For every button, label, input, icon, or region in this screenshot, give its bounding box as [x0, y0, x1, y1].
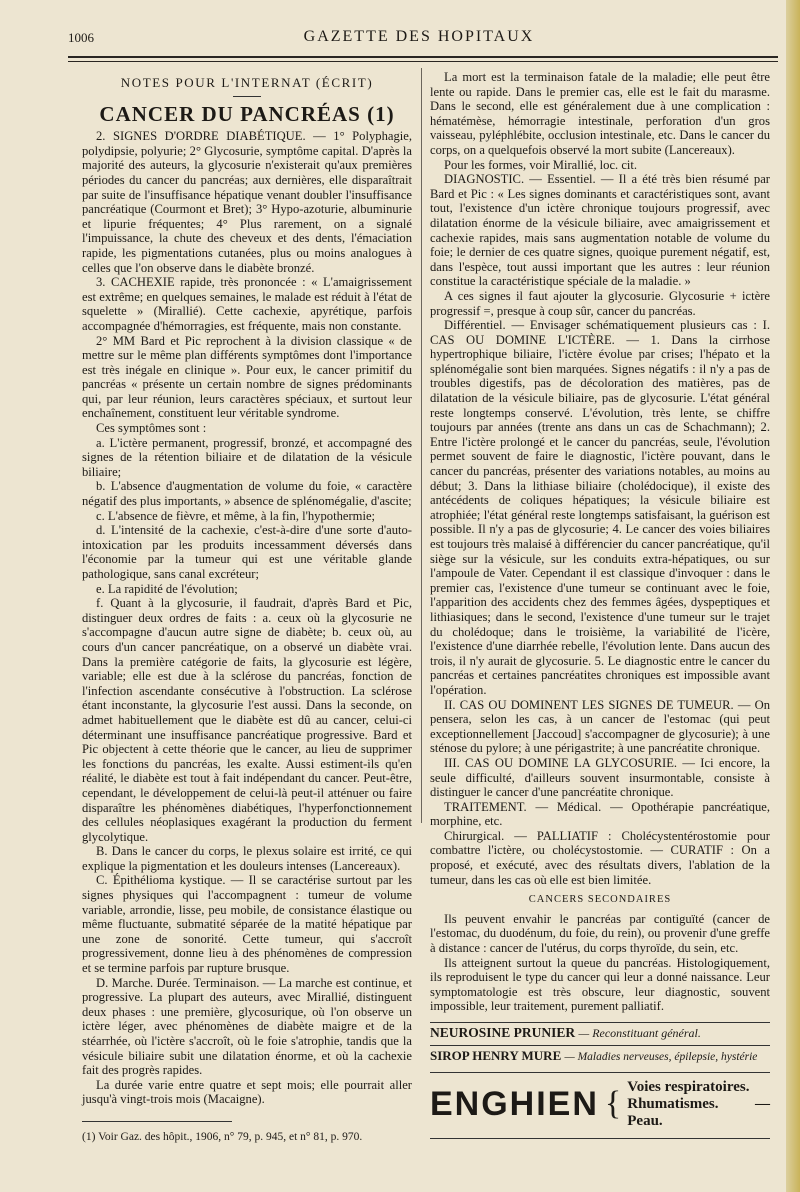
paragraph: Ces symptômes sont :	[96, 421, 207, 436]
paragraph: TRAITEMENT. — Médical. — Opothérapie pancréatique, morphine, etc.	[430, 799, 770, 829]
column-divider	[421, 68, 422, 823]
ad-neurosine	[430, 1026, 770, 1041]
header-rule	[68, 56, 778, 58]
page-number: 1006	[68, 30, 94, 45]
page-header	[68, 26, 770, 50]
ad-neurosine-tagline: — Reconstituant général.	[578, 1026, 701, 1040]
footnote-rule	[82, 1121, 232, 1122]
paragraph: A ces signes il faut ajouter la glycosurie. Glycosurie + ictère progressif =, presque à coup sûr, cancer du pancréas.	[430, 288, 770, 318]
page-edge	[786, 0, 800, 1192]
paragraph: c. L'absence de fièvre, et même, à la fin, l'hypothermie;	[96, 508, 376, 523]
header-rule-thin	[68, 61, 778, 62]
ad-enghien-line: Voies respiratoires.	[627, 1079, 750, 1096]
end-rule	[430, 1138, 770, 1139]
paragraph: d. L'intensité de la cachexie, c'est-à-dire d'une sorte d'auto-intoxication par les produits incessamment déversés dans l'économie par la tumeur qui est une véritable glande pathologique, sans canal excréteur;	[82, 523, 412, 581]
paragraph: f. Quant à la glycosurie, il faudrait, d'après Bard et Pic, distinguer deux ordres de faits : a. ceux où la glycosurie ne s'accompagne d'aucun autre signe de diabète; b. ceux où, au cours d'un cancer pancréatique, on a observé un diabète vrai. Dans la première catégorie de faits, la glycosurie est légère, variable; elle est due à la sclérose du pancréas, fonction de l'infection ascendante consécutive à l'obstruction. La sclérose étant inconstante, la glycosurie l'est aussi. Dans la seconde, on admet habituellement que le diabète est dû au cancer, celui-ci déterminant une insuffisance pancréatique progressive. Bard et Pic objectent à cette théorie que le cancer, au lieu de supprimer les fonctions du pancréas, les exalte. Aussi estiment-ils qu'en réalité, le diabète est tout à fait indépendant du cancer. Peut-être, cependant, le développement de celui-là peut-il atténuer ou faire disparaître les phénomènes diabétiques, l'hyperfonctionnement des cellules néoplasiques exagérant la production du ferment glycolytique.	[82, 596, 412, 844]
right-column	[430, 70, 770, 1192]
ad-enghien-line: Rhumatismes. — Peau.	[627, 1096, 770, 1130]
paragraph: 2. SIGNES D'ORDRE DIABÉTIQUE. — 1° Polyphagie, polydipsie, polyurie; 2° Glycosurie, symptôme capital. D'après la majorité des auteurs, la glycosurie n'existerait qu'aux premières périodes du cancer du pancréas; aux dernières, elle disparaîtrait par suite de l'insuffisance hépatique venant doubler l'insuffisance pancréatique (Courmont et Bret); 3° Hypo-azoturie, albuminurie et lipurie fréquentes; 4° Plus rarement, on a signalé l'impuissance, la chute des cheveux et des dents, l'émaciation rapide, les pigmentations cutanées, plus ou moins analogues à celles que l'on observe dans le diabète bronzé.	[82, 129, 412, 275]
paragraph: Chirurgical. — PALLIATIF : Cholécystentérostomie pour combattre l'ictère, ou cholécystostomie. — CURATIF : On a proposé, et exécuté, avec des résultats divers, l'ablation de la tumeur, dans les cas où elle est bien limitée.	[430, 828, 770, 887]
paragraph: D. Marche. Durée. Terminaison. — La marche est continue, et progressive. La plupart des auteurs, avec Mirallié, distinguent deux phases : une première, glycosurique, où l'on observe un ictère léger, avec phénomènes de diabète maigre et de la stéarrhée, où l'ictère s'accroît, où le foie s'atrophie, tandis que la vésicule biliaire subit une dilatation énorme, et où la cachexie fait des progrès rapides.	[82, 975, 412, 1078]
paragraph: II. CAS OU DOMINENT LES SIGNES DE TUMEUR. — On pensera, selon les cas, à un cancer de l'estomac (qui peut exceptionnellement [Jaccoud] s'accompagner de glycosurie); à une sténose du pylore; à une périgastrite; à une pancréatite chronique.	[430, 697, 770, 756]
paragraph: Différentiel. — Envisager schématiquement plusieurs cas : I. CAS OU DOMINE L'ICTÈRE. — 1. Dans la cirrhose hypertrophique biliaire, l'ictère évolue par crises; l'hépato et la splénomégalie sont bien marquées. Signes négatifs : il n'y a pas de troubles digestifs, pas de décoloration des matières, pas de dilatation de la vésicule biliaire, pas de glycosurie. L'état général reste longtemps conservé. L'évolution, très lente, se chiffre toujours par années (trente ans dans un cas de Schachmann); 2. Entre l'ictère prolongé et le cancer du pancréas, seule, l'évolution permet souvent de faire le diagnostic, l'ictère pouvant, dans le cancer du pancréas, présenter des variations notables, au moins au début; 3. Dans la lithiase biliaire (cholédocique), il existe des antécédents de coliques hépatiques; la vésicule biliaire est atrophiée; l'état général reste longtemps satisfaisant, la guérison est possible. Il n'y a pas de glycosurie; 4. Le cancer des voies biliaires est toujours très malaisé à différencier du cancer pancréatique, qu'il siège sur la vésicule, sur les conduits extra-hépatiques, ou sur l'ampoule de Vater. Cependant il est classique d'invoquer : dans le premier cas, l'existence d'une tumeur se continuant avec le foie, l'apparition des accidents chez des femmes âgées, dyspeptiques et lithiasiques; dans le second, l'existence d'une tumeur sur le trajet du cholédoque; dans le troisième, la variabilité de l'icère, l'existence d'une diarrhée rebelle, l'évolution lente. Dans aucun des trois, il n'y aurait de glycosurie. 5. Le diagnostic entre le cancer du pancréas et certaines pancréatites chroniques est impossible avant l'opération.	[430, 318, 770, 697]
ad-sirop-name: SIROP HENRY MURE	[430, 1047, 562, 1063]
paragraph: B. Dans le cancer du corps, le plexus solaire est irrité, ce qui explique la pigmentation et les douleurs intenses (Lancereaux).	[82, 844, 412, 873]
paragraph: Ils atteignent surtout la queue du pancréas. Histologiquement, ils reproduisent le type du cancer qui leur a donné naissance. Leur symptomatologie est très obscure, leur diagnostic, souvent impossible, leur traitement, purement palliatif.	[430, 955, 770, 1014]
advertisement-block	[430, 1022, 770, 1139]
ad-sirop-tagline: — Maladies nerveuses, épilepsie, hystérie	[564, 1050, 758, 1063]
paragraph: III. CAS OU DOMINE LA GLYCOSURIE. — Ici encore, la seule difficulté, d'ailleurs souvent insurmontable, consiste à distinguer le cancer d'une pancréatite chronique.	[430, 755, 770, 800]
paragraph: La mort est la terminaison fatale de la maladie; elle peut être lente ou rapide. Dans le premier cas, elle est le fait du marasme. Dans le second, elle est généralement due à une complication : hématémèse, hémorragie intestinale, perforation d'un gros vaisseau, pyléphlébite, occlusion intestinale, etc. Dans le cancer du corps, on a quelquefois observé la mort subite (Lancereaux).	[430, 70, 770, 157]
brace-icon: {	[604, 1085, 622, 1123]
ad-enghien-lines	[627, 1079, 770, 1130]
paragraph: 2° MM Bard et Pic reprochent à la division classique « de mettre sur le même plan différents symptômes dont l'importance est très inégale en clinique ». Pour eux, le cancer primitif du pancréas « présente un certain nombre de signes prédominants qui, par leur réunion, leurs caractères spéciaux, et surtout leur enchaînement, constituent leur véritable syndrome.	[82, 333, 412, 421]
paragraph: e. La rapidité de l'évolution;	[96, 581, 238, 596]
subheading: CANCERS SECONDAIRES	[528, 894, 672, 906]
ad-neurosine-name: NEUROSINE PRUNIER	[430, 1025, 576, 1040]
section-rule	[233, 96, 261, 97]
left-column	[82, 70, 412, 1192]
section-heading: NOTES POUR L'INTERNAT (ÉCRIT)	[120, 75, 374, 90]
ad-enghien	[430, 1072, 770, 1130]
paragraph: C. Épithélioma kystique. — Il se caractérise surtout par les signes physiques qui l'accompagnent : tumeur de volume variable, arrondie, lisse, peu mobile, de consistance élastique ou même fluctuante, submatité séparée de la matité hépatique par une zone de sonorité. Cette tumeur, qui s'accroît progressivement, donne lieu à des phénomènes de compression et se termine parfois par rupture brusque.	[82, 873, 412, 976]
paragraph: Ils peuvent envahir le pancréas par contiguïté (cancer de l'estomac, du duodénum, du foie, du rein), ou provenir d'une greffe à distance : cancer de l'utérus, du corps thyroïde, du sein, etc.	[430, 911, 770, 956]
paragraph: 3. CACHEXIE rapide, très prononcée : « L'amaigrissement est extrême; en quelques semaines, le malade est réduit à l'état de squelette » (Mirallié). Cette cachexie, apyrétique, parfois accompagnée d'hémorragies, est fréquente, mais non constante.	[82, 275, 412, 333]
paragraph: Pour les formes, voir Mirallié, loc. cit.	[444, 157, 638, 172]
journal-title: GAZETTE DES HOPITAUX	[303, 28, 535, 45]
footnote: (1) Voir Gaz. des hôpit., 1906, n° 79, p. 945, et n° 81, p. 970.	[82, 1130, 363, 1143]
ad-sirop	[430, 1045, 770, 1065]
ad-enghien-name: ENGHIEN	[430, 1085, 599, 1124]
paragraph: b. L'absence d'augmentation de volume du foie, « caractère négatif des plus importants, » absence de splénomégalie, d'ascite;	[82, 479, 412, 509]
paragraph: a. L'ictère permanent, progressif, bronzé, et accompagné des signes de la rétention biliaire et de dilatation de la vésicule biliaire;	[82, 435, 412, 479]
paragraph: DIAGNOSTIC. — Essentiel. — Il a été très bien résumé par Bard et Pic : « Les signes dominants et caractéristiques sont, avant tout, l'existence d'un ictère chronique toujours progressif, avec dilatation énorme de la vésicule biliaire, avec amaigrissement et cachexie rapides, mais sans augmentation notable de volume du foie; le dernier de ces quatre signes, quoique purement négatif, est, dans l'espèce, tout aussi important que les autres : leur réunion constitue la caractéristique spéciale de la maladie. »	[430, 172, 770, 289]
article-title: CANCER DU PANCRÉAS (1)	[99, 101, 395, 126]
paragraph: La durée varie entre quatre et sept mois; elle pourrait aller jusqu'à vingt-trois mois (Macaigne).	[82, 1077, 412, 1107]
